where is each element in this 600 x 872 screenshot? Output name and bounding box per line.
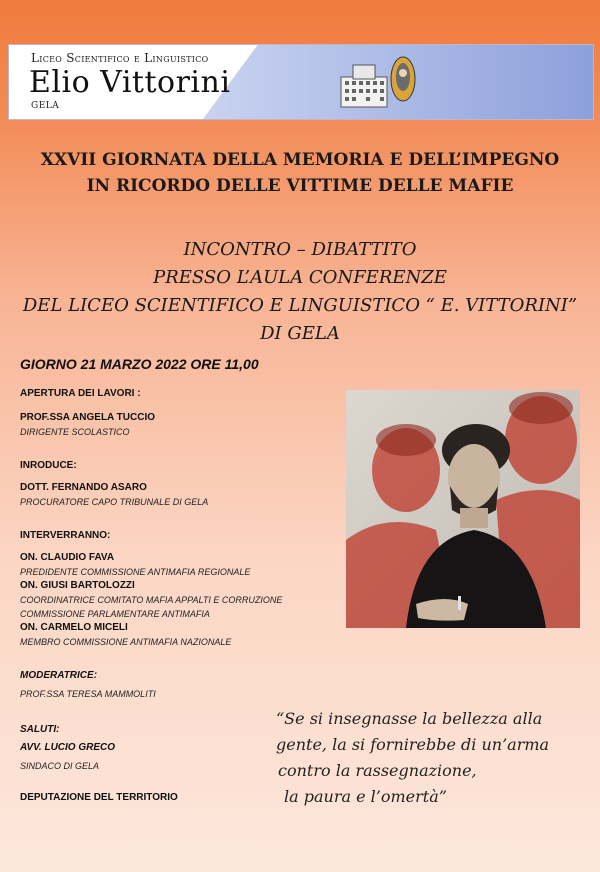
portrait-image [346, 390, 580, 628]
event-line-3: DEL LICEO SCIENTIFICO E LINGUISTICO “ E. VITTORINI” [22, 295, 578, 316]
speaker-role-secondary: COMMISSIONE PARLAMENTARE ANTIMAFIA [20, 609, 210, 619]
speaker-role: COORDINATRICE COMITATO MAFIA APPALTI E CORRUZIONE [20, 595, 283, 605]
apertura-role: DIRIGENTE SCOLASTICO [20, 427, 130, 437]
event-title [0, 147, 600, 199]
speaker-role: MEMBRO COMMISSIONE ANTIMAFIA NAZIONALE [20, 637, 232, 647]
quote-line-3: contro la rassegnazione, [278, 761, 477, 780]
speaker-name: ON. CLAUDIO FAVA [20, 552, 115, 563]
apertura-name: PROF.SSA ANGELA TUCCIO [20, 412, 156, 423]
school-city: GELA [31, 101, 60, 111]
school-header-banner [8, 44, 594, 120]
school-building-icon [339, 51, 419, 113]
speaker-name: ON. GIUSI BARTOLOZZI [20, 580, 135, 591]
saluti-label: SALUTI: [20, 724, 60, 735]
quote-line-1: “Se si insegnasse la bellezza alla [276, 709, 543, 728]
portrait-photo [346, 390, 580, 628]
introduce-label: INRODUCE: [20, 460, 77, 471]
school-type-label: Liceo Scientifico e Linguistico [31, 51, 209, 65]
quote-line-4: la paura e l’omertà” [284, 787, 447, 806]
speaker-role: PREDIDENTE COMMISSIONE ANTIMAFIA REGIONALE [20, 567, 251, 577]
apertura-label: APERTURA DEI LAVORI : [20, 388, 141, 399]
event-description [0, 236, 600, 348]
event-date: GIORNO 21 MARZO 2022 ORE 11,00 [20, 356, 259, 372]
interverranno-label: INTERVERRANNO: [20, 530, 111, 541]
introduce-name: DOTT. FERNANDO ASARO [20, 482, 147, 493]
school-name: Elio Vittorini [29, 65, 231, 100]
event-line-1: INCONTRO – DIBATTITO [183, 239, 417, 260]
saluti-role: SINDACO DI GELA [20, 761, 100, 771]
deputazione-label: DEPUTAZIONE DEL TERRITORIO [20, 792, 178, 803]
saluti-name: AVV. LUCIO GRECO [20, 742, 116, 753]
title-line-1: XXVII GIORNATA DELLA MEMORIA E DELL’IMPEGNO [40, 150, 560, 170]
moderatrice-name: PROF.SSA TERESA MAMMOLITI [20, 689, 156, 699]
quote-block [276, 706, 596, 810]
event-line-2: PRESSO L’AULA CONFERENZE [153, 267, 447, 288]
quote-line-2: gente, la si fornirebbe di un’arma [276, 735, 550, 754]
introduce-role: PROCURATORE CAPO TRIBUNALE DI GELA [20, 497, 209, 507]
speaker-name: ON. CARMELO MICELI [20, 622, 128, 633]
title-line-2: IN RICORDO DELLE VITTIME DELLE MAFIE [86, 176, 514, 196]
event-line-4: DI GELA [260, 323, 340, 344]
moderatrice-label: MODERATRICE: [20, 670, 98, 681]
